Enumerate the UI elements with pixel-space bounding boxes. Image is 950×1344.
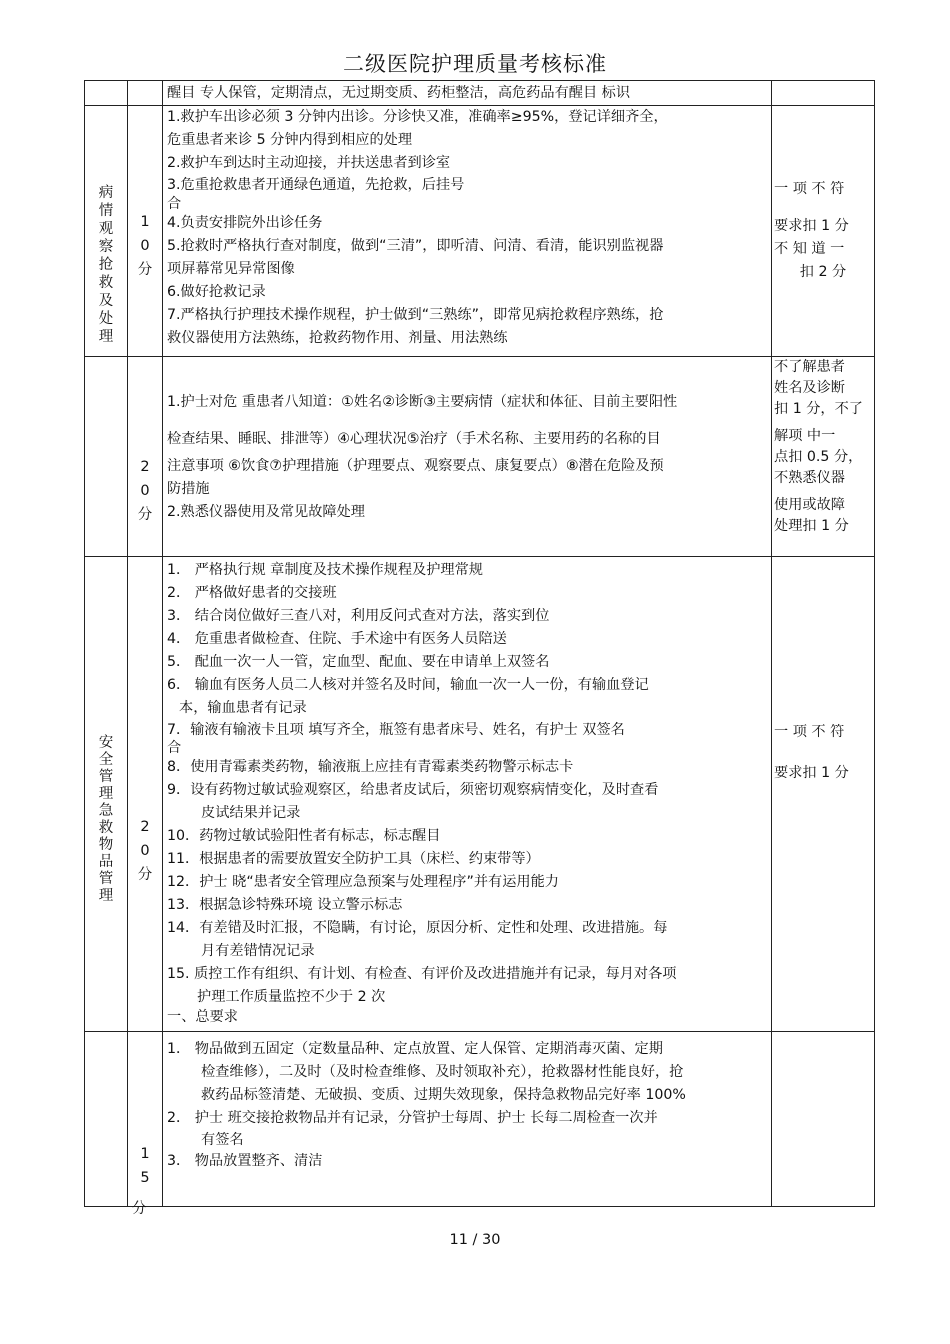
content-line: 5． 配血一次一人一管，定血型、配血、要在申请单上双签名 [167, 654, 550, 670]
content-cell [163, 557, 772, 1032]
content-line: 7．输液有输液卡且项 填写齐全，瓶签有患者床号、姓名，有护士 双签名 [167, 722, 625, 738]
judge-line: 一 项 不 符 [774, 181, 845, 197]
content-line: 有签名 [201, 1132, 244, 1148]
content-line: 救仪器使用方法熟练，抢救药物作用、剂量、用法熟练 [167, 330, 508, 346]
content-line: 11．根据患者的需要放置安全防护工具（床栏、约束带等） [167, 851, 540, 867]
score-digit: 1 [140, 214, 150, 230]
category-cell [85, 106, 128, 357]
judge-line: 处理扣 1 分 [774, 518, 849, 534]
judge-line: 不熟悉仪器 [774, 470, 845, 486]
content-line: 皮试结果并记录 [201, 805, 301, 821]
content-line: 项屏幕常见异常图像 [167, 261, 295, 277]
page-number: 11 / 30 [449, 1232, 501, 1248]
content-line: 1． 物品做到五固定（定数量品种、定点放置、定人保管、定期消毒灭菌、定期 [167, 1041, 663, 1057]
content-line: 5.抢救时严格执行查对制度，做到“三清”，即听清、问清、看清，能识别监视器 [167, 238, 664, 254]
content-line: 2． 护士 班交接抢救物品并有记录，分管护士每周、护士 长每二周检查一次并 [167, 1110, 658, 1126]
content-line: 8．使用青霉素类药物，输液瓶上应挂有青霉素类药物警示标志卡 [167, 759, 574, 775]
content-line: 月有差错情况记录 [201, 943, 315, 959]
judge-line: 不了解患者 [774, 359, 845, 375]
judge-line: 扣 2 分 [799, 264, 847, 280]
score-unit: 分 [137, 262, 153, 278]
score-unit: 分 [137, 867, 153, 883]
category-cell [85, 1032, 128, 1207]
content-line: 15. 质控工作有组织、有计划、有检查、有评价及改进措施并有记录，每月对各项 [167, 966, 677, 982]
table-row [85, 557, 875, 1032]
content-line: 3.危重抢救患者开通绿色通道，先抢救，后挂号 [167, 177, 465, 193]
score-cell [128, 81, 163, 106]
category-cell [85, 81, 128, 106]
page-title: 二级医院护理质量考核标准 [343, 52, 607, 76]
table-row [85, 81, 875, 106]
content-line: 救药品标签清楚、无破损、变质、过期失效现象，保持急救物品完好率 100% [201, 1087, 686, 1103]
content-line: 2． 严格做好患者的交接班 [167, 585, 337, 601]
content-line: 14．有差错及时汇报，不隐瞒，有讨论，原因分析、定性和处理、改进措施。每 [167, 920, 668, 936]
table-row [85, 357, 875, 557]
score-digit: 0 [140, 843, 150, 859]
category-label: 病情观察抢救及处理 [98, 185, 114, 345]
content-cell [163, 106, 772, 357]
score-digit: 2 [140, 459, 150, 475]
content-line: 2.熟悉仪器使用及常见故障处理 [167, 504, 365, 520]
content-line: 3． 物品放置整齐、清洁 [167, 1153, 323, 1169]
judge-line: 扣 1 分，不了 [774, 401, 863, 417]
content-line: 护理工作质量监控不少于 2 次 [197, 989, 386, 1005]
content-line: 合 [167, 196, 182, 212]
judge-line: 点扣 0.5 分， [774, 449, 863, 465]
judge-line: 使用或故障 [774, 497, 845, 513]
content-line: 危重患者来诊 5 分钟内得到相应的处理 [167, 132, 413, 148]
score-digit: 1 [140, 1146, 150, 1162]
score-digit: 2 [140, 819, 150, 835]
content-line: 检查维修），二及时（及时检查维修、及时领取补充），抢救器材性能良好，抢 [201, 1064, 684, 1080]
judge-cell [772, 357, 875, 557]
content-line: 醒目 专人保管，定期清点，无过期变质、药柜整洁，高危药品有醒目 标识 [167, 85, 631, 101]
content-line: 注意事项 ⑥饮食⑦护理措施（护理要点、观察要点、康复要点）⑧潜在危险及预 [167, 458, 664, 474]
content-line: 4． 危重患者做检查、住院、手术途中有医务人员陪送 [167, 631, 507, 647]
content-line: 4.负责安排院外出诊任务 [167, 215, 323, 231]
content-line: 1． 严格执行规 章制度及技术操作规程及护理常规 [167, 562, 483, 578]
content-line: 6． 输血有医务人员二人核对并签名及时间，输血一次一人一份，有输血登记 [167, 677, 649, 693]
score-cell [128, 106, 163, 357]
content-line: 3． 结合岗位做好三查八对，利用反问式查对方法，落实到位 [167, 608, 550, 624]
table-row [85, 1032, 875, 1207]
content-line: 检查结果、睡眠、排泄等）④心理状况⑤治疗（手术名称、主要用药的名称的目 [167, 431, 661, 447]
assessment-table [84, 80, 875, 1207]
content-line: 合 [167, 740, 182, 756]
content-line: 13．根据急诊特殊环境 设立警示标志 [167, 897, 403, 913]
content-line: 1.护士对危 重患者八知道：①姓名②诊断③主要病情（症状和体征、目前主要阳性 [167, 394, 678, 410]
score-digit: 0 [140, 238, 150, 254]
judge-line: 要求扣 1 分 [774, 765, 849, 781]
score-digit: 0 [140, 483, 150, 499]
content-line: 一、总要求 [167, 1009, 238, 1025]
judge-line: 一 项 不 符 [774, 724, 845, 740]
score-unit: 分 [137, 507, 153, 523]
category-cell [85, 357, 128, 557]
judge-cell [772, 106, 875, 357]
category-label: 安全管理急救物品管理 [98, 735, 114, 904]
score-cell [128, 1032, 163, 1207]
content-line: 1.救护车出诊必须 3 分钟内出诊。分诊快又准，准确率≥95%，登记详细齐全， [167, 109, 668, 125]
content-cell [163, 1032, 772, 1207]
judge-line: 姓名及诊断 [774, 380, 845, 396]
judge-cell [772, 557, 875, 1032]
content-cell [163, 357, 772, 557]
content-line: 防措施 [167, 481, 210, 497]
score-unit-overflow: 分 [132, 1201, 147, 1217]
content-line: 9．设有药物过敏试验观察区，给患者皮试后，须密切观察病情变化，及时查看 [167, 782, 659, 798]
content-cell [163, 81, 772, 106]
score-digit: 5 [140, 1170, 150, 1186]
category-cell [85, 557, 128, 1032]
content-line: 2.救护车到达时主动迎接，并扶送患者到诊室 [167, 155, 451, 171]
content-line: 12．护士 晓“患者安全管理应急预案与处理程序”并有运用能力 [167, 874, 559, 890]
content-line: 7.严格执行护理技术操作规程，护士做到“三熟练”，即常见病抢救程序熟练，抢 [167, 307, 664, 323]
content-line: 10．药物过敏试验阳性者有标志，标志醒目 [167, 828, 441, 844]
score-cell [128, 357, 163, 557]
judge-line: 解项 中一 [774, 428, 836, 444]
judge-cell [772, 81, 875, 106]
judge-cell [772, 1032, 875, 1207]
judge-line: 不 知 道 一 [774, 241, 845, 257]
table-row [85, 106, 875, 357]
score-cell [128, 557, 163, 1032]
content-line: 6.做好抢救记录 [167, 284, 266, 300]
content-line: 本，输血患者有记录 [179, 700, 307, 716]
judge-line: 要求扣 1 分 [774, 218, 849, 234]
